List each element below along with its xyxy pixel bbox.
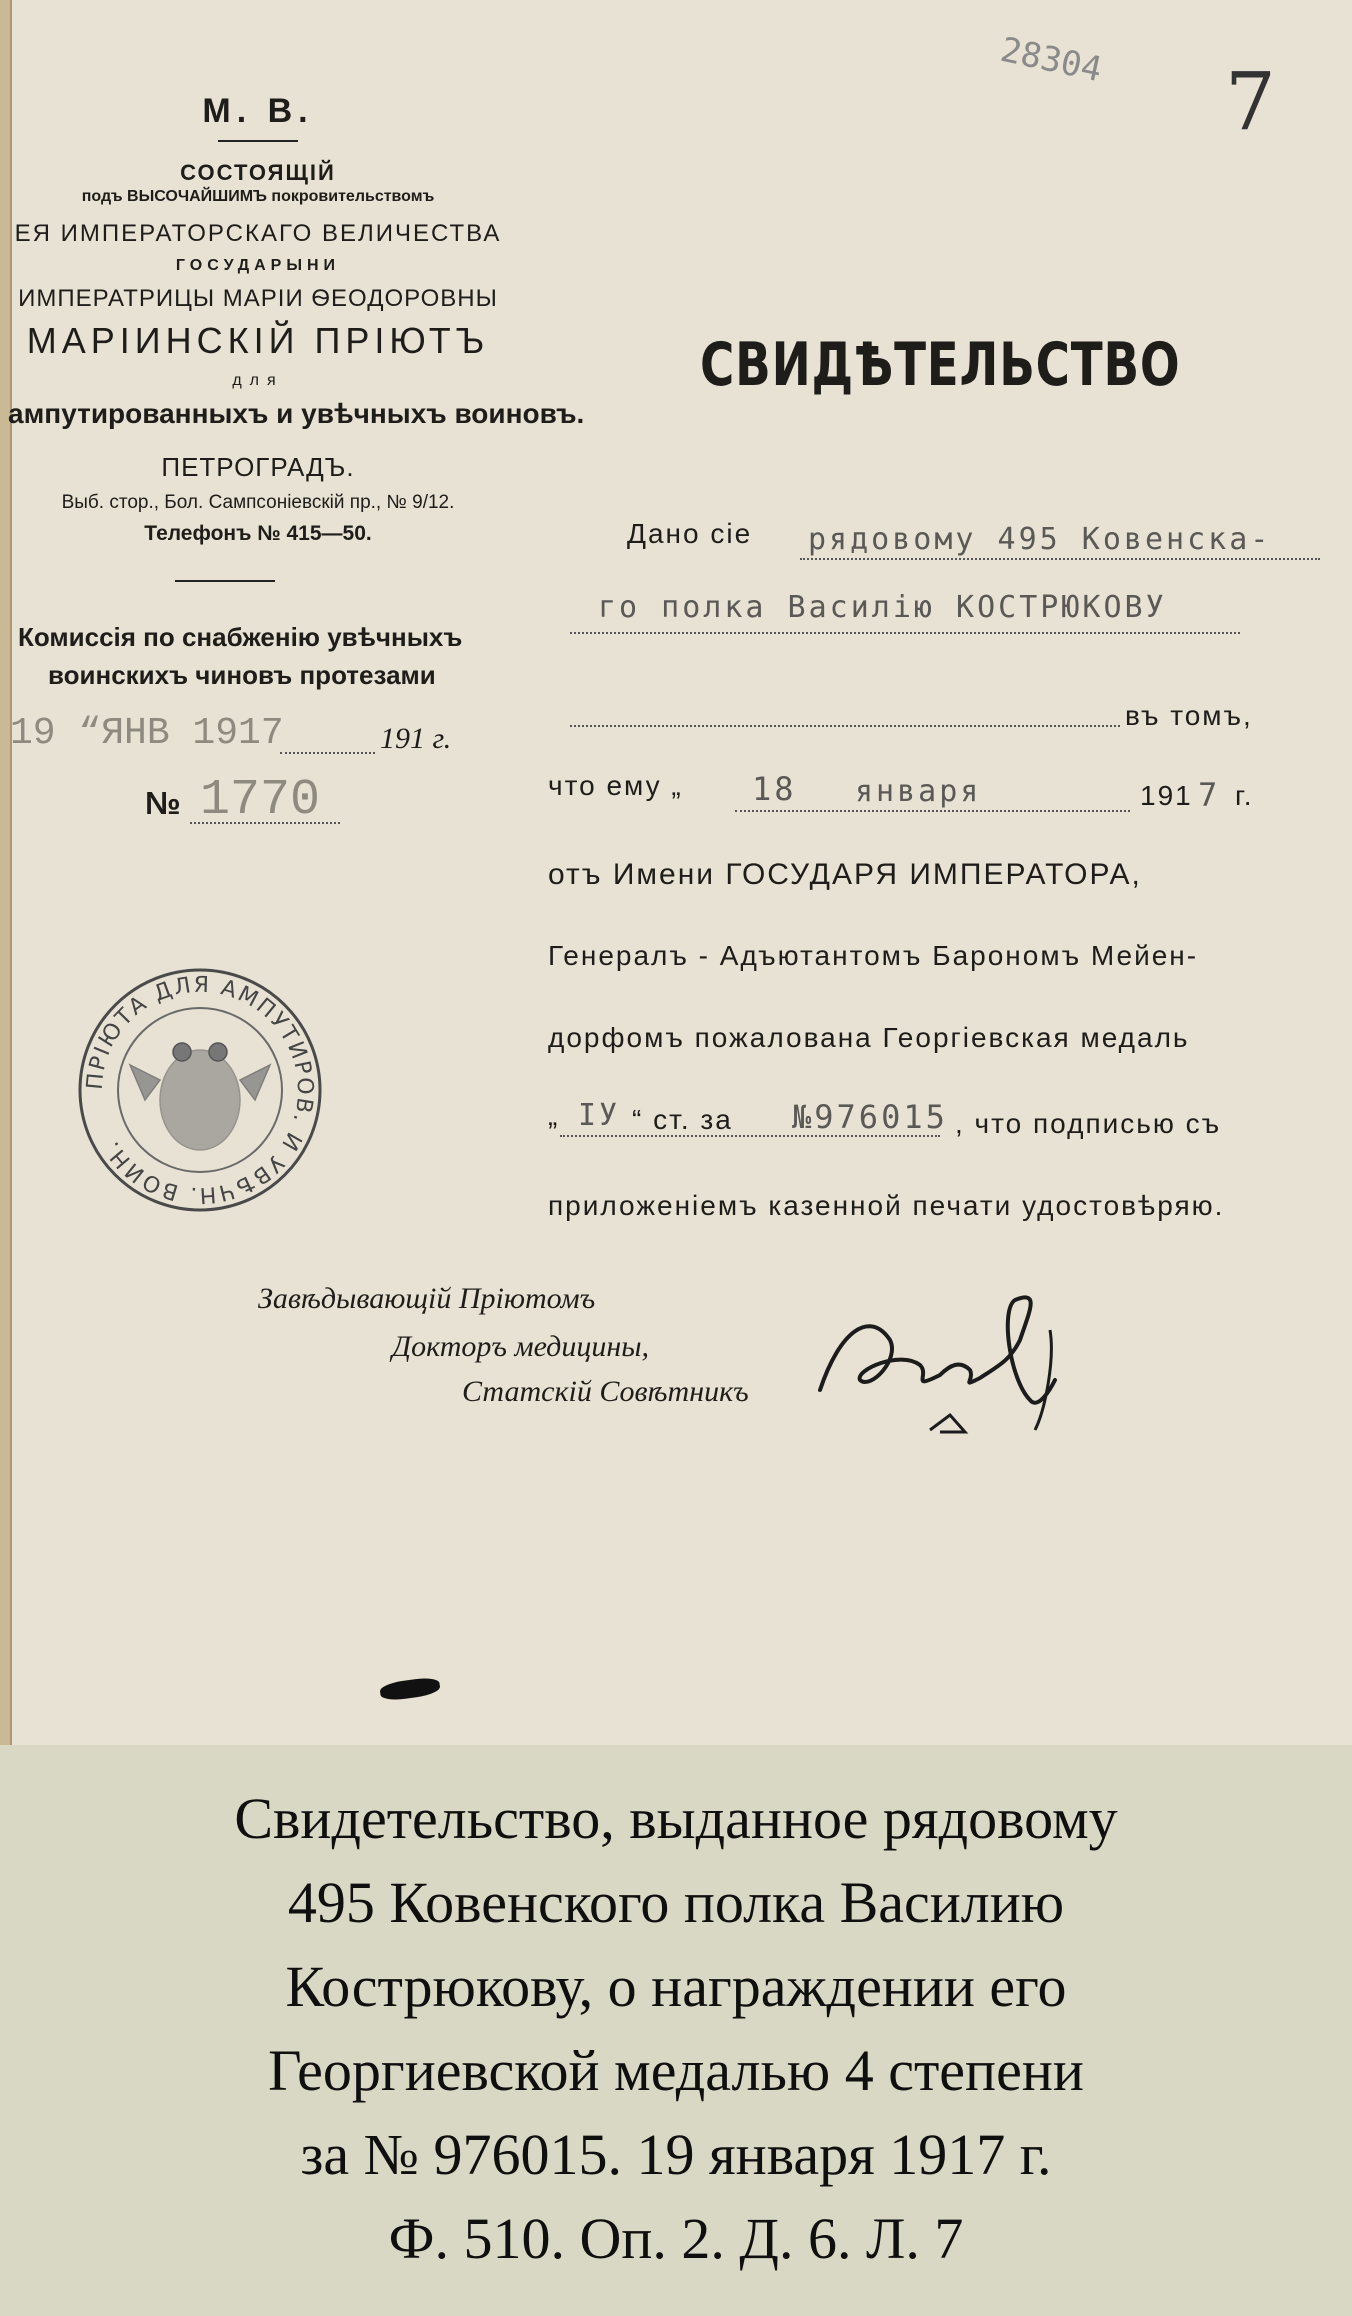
letterhead-address: Выб. стор., Бол. Сампсоніевскій пр., № 9/12.: [61, 492, 455, 513]
caption-line-3: Кострюкову, о награждении его: [285, 1954, 1067, 2019]
commission-line1: Комиссія по снабженію увѣчныхъ: [18, 622, 463, 652]
body-l8-open: „: [548, 1100, 560, 1131]
body-l8-mid: “ ст. за: [632, 1104, 733, 1135]
letterhead-line7: МАРІИНСКІЙ ПРІЮТЪ: [26, 320, 490, 361]
body-l2-hand: го полка Василію КОСТРЮКОВУ: [598, 590, 1167, 625]
caption-line-6: Ф. 510. Оп. 2. Д. 6. Л. 7: [388, 2206, 964, 2271]
body-l1-hand: рядовому 495 Ковенска-: [808, 522, 1272, 557]
letterhead-initials: М. В.: [202, 92, 314, 130]
caption-line-4: Георгиевской медалью 4 степени: [268, 2038, 1084, 2103]
sheet-number: 7: [1225, 55, 1276, 148]
letterhead-line2: СОСТОЯЩІЙ: [180, 160, 336, 185]
letterhead-line9: ампутированныхъ и увѣчныхъ воиновъ.: [8, 398, 585, 429]
archive-number: 28304: [996, 29, 1106, 91]
letterhead-city: ПЕТРОГРАДЪ.: [161, 452, 355, 482]
seal-text: ПРІЮТА ДЛЯ АМПУТИРОВ. И УВѢЧН. ВОИН.: [82, 972, 318, 1208]
document-title: СВИДѢТЕЛЬСТВО: [700, 330, 1181, 400]
body-l4-year-hand: 7: [1198, 776, 1221, 814]
body-l4-print: что ему „: [548, 770, 683, 801]
number-label: №: [145, 785, 181, 821]
body-l8-tail: , что подписью съ: [955, 1108, 1222, 1139]
body-l6: Генералъ - Адъютантомъ Барономъ Мейен-: [548, 940, 1199, 971]
date-stamp: 19 “ЯНВ 1917: [10, 712, 284, 755]
letterhead-phone: Телефонъ № 415—50.: [144, 522, 372, 545]
caption-line-1: Свидетельство, выданное рядовому: [234, 1786, 1118, 1851]
letterhead-line4: ЕЯ ИМПЕРАТОРСКАГО ВЕЛИЧЕСТВА: [14, 220, 502, 247]
body-l8-degree: IУ: [578, 1098, 621, 1133]
body-l3-dots: [570, 725, 1120, 727]
body-l3-print: въ томъ,: [1125, 700, 1253, 731]
body-l5: отъ Имени ГОСУДАРЯ ИМПЕРАТОРА,: [548, 858, 1142, 891]
date-dots: [280, 752, 375, 754]
ink-blot: [379, 1676, 441, 1702]
body-l4-month: января: [855, 774, 982, 809]
seal-stamp: [70, 960, 330, 1220]
signature-line1: Завѣдывающій Пріютомъ: [258, 1282, 596, 1315]
body-l8-dots: [560, 1135, 940, 1137]
body-l4-dots: [735, 810, 1130, 812]
signature-line3: Статскій Совѣтникъ: [462, 1375, 749, 1408]
letterhead-line6: ИМПЕРАТРИЦЫ МАРІИ ѲЕОДОРОВНЫ: [18, 285, 498, 312]
body-l1-print: Дано сіе: [627, 518, 753, 549]
letterhead-rule: [218, 140, 298, 142]
caption-panel: [0, 1745, 1352, 2316]
letterhead-line8: для: [232, 372, 284, 389]
body-l4-year: 191: [1140, 780, 1193, 811]
number-value: 1770: [200, 772, 321, 829]
caption-line-5: за № 976015. 19 января 1917 г.: [300, 2122, 1052, 2187]
number-dots: [190, 822, 340, 824]
body-l2-dots: [570, 632, 1240, 634]
letterhead-line3: подъ ВЫСОЧАЙШИМЪ покровительствомъ: [81, 188, 435, 205]
body-l4-day: 18: [752, 770, 797, 808]
letterhead-rule-2: [175, 580, 275, 582]
letterhead-line5: ГОСУДАРЫНИ: [175, 257, 341, 274]
body-l7: дорфомъ пожалована Георгіевская медаль: [548, 1022, 1190, 1053]
body-l4-g: г.: [1235, 780, 1254, 811]
body-l8-number: №976015: [792, 1098, 948, 1136]
signature-line2: Докторъ медицины,: [392, 1330, 650, 1363]
date-year-suffix: 191 г.: [380, 722, 452, 755]
body-l9: приложеніемъ казенной печати удостовѣряю.: [548, 1190, 1225, 1221]
caption-line-2: 495 Ковенского полка Василию: [287, 1870, 1065, 1935]
commission-line2: воинскихъ чиновъ протезами: [48, 660, 436, 690]
body-l1-dots: [800, 558, 1320, 560]
handwritten-signature: [800, 1270, 1080, 1450]
